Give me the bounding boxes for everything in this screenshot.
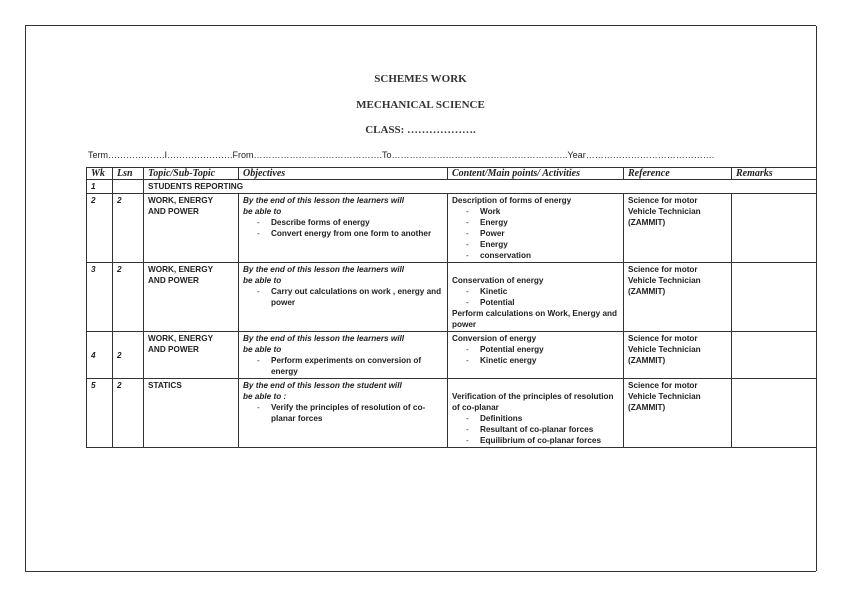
objective-intro: By the end of this lesson the student will xyxy=(243,381,402,390)
content-cell xyxy=(448,379,624,448)
reference-line: Science for motor xyxy=(628,381,698,390)
remarks-cell xyxy=(732,332,817,379)
objective-item: - Convert energy from one form to another xyxy=(257,228,443,239)
week-cell: 5 xyxy=(87,379,113,448)
col-header-content: Content/Main points/ Activities xyxy=(448,168,624,180)
objective-intro: be able to xyxy=(243,207,282,216)
week-cell: 3 xyxy=(87,263,113,332)
col-header-wk: Wk xyxy=(87,168,113,180)
table-row xyxy=(87,332,817,379)
lesson-cell xyxy=(113,180,144,194)
reference-line: (ZAMMIT) xyxy=(628,403,666,412)
reference-cell xyxy=(624,379,732,448)
topic-line: AND POWER xyxy=(148,276,199,285)
lesson-cell: 2 xyxy=(113,263,144,332)
content-tail: Perform calculations on Work, Energy and power xyxy=(452,309,618,329)
lesson-cell: 2 xyxy=(113,332,144,379)
topic-cell xyxy=(144,379,239,448)
objective-intro: By the end of this lesson the learners will xyxy=(243,196,405,205)
subject-title: MECHANICAL SCIENCE xyxy=(356,99,485,111)
objective-item: - Describe forms of energy xyxy=(257,217,443,228)
topic-cell xyxy=(144,263,239,332)
content-item: - Power xyxy=(466,228,619,239)
objective-intro: be able to xyxy=(243,276,282,285)
table-row xyxy=(87,194,817,263)
objectives-cell xyxy=(239,194,448,263)
objective-item: - Perform experiments on conversion of energy xyxy=(257,355,443,377)
topic-cell xyxy=(144,194,239,263)
reference-line: Vehicle Technician xyxy=(628,392,701,401)
content-heading: Conservation of energy xyxy=(452,276,544,285)
content-item: - Kinetic energy xyxy=(466,355,619,366)
col-header-remarks: Remarks xyxy=(732,168,817,180)
content-item: - Energy xyxy=(466,239,619,250)
reporting-cell: STUDENTS REPORTING xyxy=(144,180,817,194)
content-heading: Verification of the principles of resolution of co-planar xyxy=(452,392,614,412)
remarks-cell xyxy=(732,194,817,263)
content-heading: Description of forms of energy xyxy=(452,196,572,205)
objective-intro: By the end of this lesson the learners will xyxy=(243,265,405,274)
table-row xyxy=(87,180,817,194)
objective-intro: be able to xyxy=(243,345,282,354)
content-item: - Resultant of co-planar forces xyxy=(466,424,619,435)
remarks-cell xyxy=(732,263,817,332)
objective-item: - Carry out calculations on work , energy and power xyxy=(257,286,443,308)
reference-line: (ZAMMIT) xyxy=(628,356,666,365)
content-item: - Potential xyxy=(466,297,619,308)
content-item: - Kinetic xyxy=(466,286,619,297)
topic-line: WORK, ENERGY xyxy=(148,265,214,274)
reference-line: Vehicle Technician xyxy=(628,345,701,354)
table-row xyxy=(87,263,817,332)
topic-line: WORK, ENERGY xyxy=(148,196,214,205)
table-row xyxy=(87,379,817,448)
week-cell: 2 xyxy=(87,194,113,263)
scheme-table xyxy=(86,167,817,448)
reference-line: Vehicle Technician xyxy=(628,276,701,285)
topic-line: AND POWER xyxy=(148,207,199,216)
table-header-row xyxy=(87,168,817,180)
reference-cell xyxy=(624,194,732,263)
col-header-lsn: Lsn xyxy=(113,168,144,180)
week-cell: 4 xyxy=(87,332,113,379)
col-header-reference: Reference xyxy=(624,168,732,180)
remarks-cell xyxy=(732,379,817,448)
content-cell xyxy=(448,263,624,332)
class-line: CLASS: ………………. xyxy=(365,124,476,136)
week-cell: 1 xyxy=(87,180,113,194)
content-item: - Equilibrium of co-planar forces xyxy=(466,435,619,446)
reference-cell xyxy=(624,263,732,332)
topic-line: WORK, ENERGY xyxy=(148,334,214,343)
reference-line: Science for motor xyxy=(628,196,698,205)
objective-item: - Verify the principles of resolution of co-planar forces xyxy=(257,402,443,424)
objectives-cell xyxy=(239,379,448,448)
reference-line: (ZAMMIT) xyxy=(628,218,666,227)
reference-line: Science for motor xyxy=(628,334,698,343)
content-cell xyxy=(448,332,624,379)
col-header-objectives: Objectives xyxy=(239,168,448,180)
lesson-cell: 2 xyxy=(113,379,144,448)
objectives-cell xyxy=(239,263,448,332)
topic-line: AND POWER xyxy=(148,345,199,354)
col-header-topic: Topic/Sub-Topic xyxy=(144,168,239,180)
reference-cell xyxy=(624,332,732,379)
content-item: - Energy xyxy=(466,217,619,228)
reference-line: Vehicle Technician xyxy=(628,207,701,216)
topic-line: STATICS xyxy=(148,381,182,390)
reference-line: (ZAMMIT) xyxy=(628,287,666,296)
content-item: - Work xyxy=(466,206,619,217)
term-line: Term……………….I………………….From…………………………………….To…………………………………………………..Year……………………………………. xyxy=(88,150,715,160)
document-title: SCHEMES WORK xyxy=(374,73,467,85)
content-cell xyxy=(448,194,624,263)
lesson-cell: 2 xyxy=(113,194,144,263)
objective-intro: By the end of this lesson the learners will xyxy=(243,334,405,343)
content-heading: Conversion of energy xyxy=(452,334,537,343)
objective-intro: be able to : xyxy=(243,392,287,401)
content-item: - conservation xyxy=(466,250,619,261)
topic-cell xyxy=(144,332,239,379)
objectives-cell xyxy=(239,332,448,379)
content-item: - Definitions xyxy=(466,413,619,424)
content-item: - Potential energy xyxy=(466,344,619,355)
reference-line: Science for motor xyxy=(628,265,698,274)
